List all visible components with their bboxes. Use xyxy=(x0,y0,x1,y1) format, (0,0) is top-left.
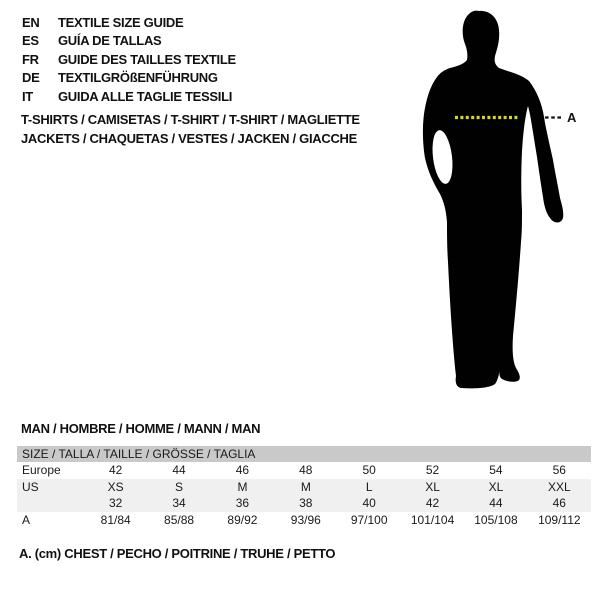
table-cell: 97/100 xyxy=(350,512,388,527)
table-cell: 52 xyxy=(425,463,440,477)
table-cell: 81/84 xyxy=(100,512,131,527)
table-cell: 46 xyxy=(552,496,566,510)
table-row-chest-a xyxy=(17,512,591,529)
language-row-de xyxy=(22,69,236,87)
measure-label-a: A xyxy=(567,110,577,125)
language-code: EN xyxy=(22,15,40,30)
table-cell: S xyxy=(175,479,184,494)
table-cell: 36 xyxy=(235,496,250,510)
table-cell: 32 xyxy=(109,496,123,510)
table-cell: 109/112 xyxy=(538,512,581,527)
language-row-en xyxy=(22,14,236,32)
language-row-it xyxy=(22,88,236,106)
table-cell: 42 xyxy=(425,496,440,510)
language-label: TEXTILE SIZE GUIDE xyxy=(58,15,184,30)
table-cell: 56 xyxy=(552,463,566,477)
table-cell: 46 xyxy=(235,463,250,477)
table-cell: 48 xyxy=(299,463,313,477)
measurement-footnote: A. (cm) CHEST / PECHO / POITRINE / TRUHE / PETTO xyxy=(19,546,336,561)
language-code: FR xyxy=(22,51,39,67)
table-cell: L xyxy=(365,479,373,494)
table-cell: 105/108 xyxy=(474,512,518,527)
gender-heading: MAN / HOMBRE / HOMME / MANN / MAN xyxy=(21,421,261,436)
table-cell: 44 xyxy=(172,463,186,477)
table-cell: 54 xyxy=(489,463,503,477)
table-cell: M xyxy=(300,479,311,494)
language-label: GUIDE DES TAILLES TEXTILE xyxy=(58,51,236,67)
language-label: GUIDA ALLE TAGLIE TESSILI xyxy=(58,88,233,104)
language-label: TEXTILGRÖßENFÜHRUNG xyxy=(58,70,218,86)
category-line-tshirts: T-SHIRTS / CAMISETAS / T-SHIRT / T-SHIRT / MAGLIETTE xyxy=(21,112,360,127)
table-cell: 50 xyxy=(362,463,376,477)
man-silhouette-svg xyxy=(395,0,600,410)
table-cell: 40 xyxy=(362,496,376,510)
table-cell: 34 xyxy=(172,496,186,510)
table-cell: XS xyxy=(107,479,124,494)
language-row-fr xyxy=(22,51,236,69)
row-label: US xyxy=(22,479,39,494)
size-table xyxy=(17,446,591,528)
table-row-us xyxy=(17,479,591,496)
row-label: A xyxy=(22,512,31,527)
category-line-jackets: JACKETS / CHAQUETAS / VESTES / JACKEN / GIACCHE xyxy=(21,130,357,146)
language-title-list xyxy=(22,14,236,106)
category-heading xyxy=(21,111,360,148)
language-row-es xyxy=(22,32,236,50)
man-silhouette xyxy=(423,11,563,389)
table-cell: XXL xyxy=(547,479,571,494)
table-cell: 85/88 xyxy=(164,512,195,527)
man-silhouette-figure xyxy=(395,0,600,410)
table-cell: M xyxy=(237,479,248,494)
table-row-numeric xyxy=(17,495,591,512)
table-cell: 44 xyxy=(489,496,503,510)
table-cell: 38 xyxy=(299,496,313,510)
language-label: GUÍA DE TALLAS xyxy=(58,33,162,49)
size-table-header: SIZE / TALLA / TAILLE / GRÖSSE / TAGLIA xyxy=(17,446,591,462)
language-code: IT xyxy=(22,88,33,104)
language-code: DE xyxy=(22,70,40,86)
table-cell: 42 xyxy=(109,463,123,477)
table-cell: XL xyxy=(488,479,504,494)
table-cell: 101/104 xyxy=(410,512,455,527)
row-label: Europe xyxy=(22,463,61,477)
language-code: ES xyxy=(22,33,39,49)
table-cell: 93/96 xyxy=(290,512,321,527)
table-cell: 89/92 xyxy=(227,512,258,527)
table-cell: XL xyxy=(425,479,440,494)
table-row-europe xyxy=(17,462,591,479)
